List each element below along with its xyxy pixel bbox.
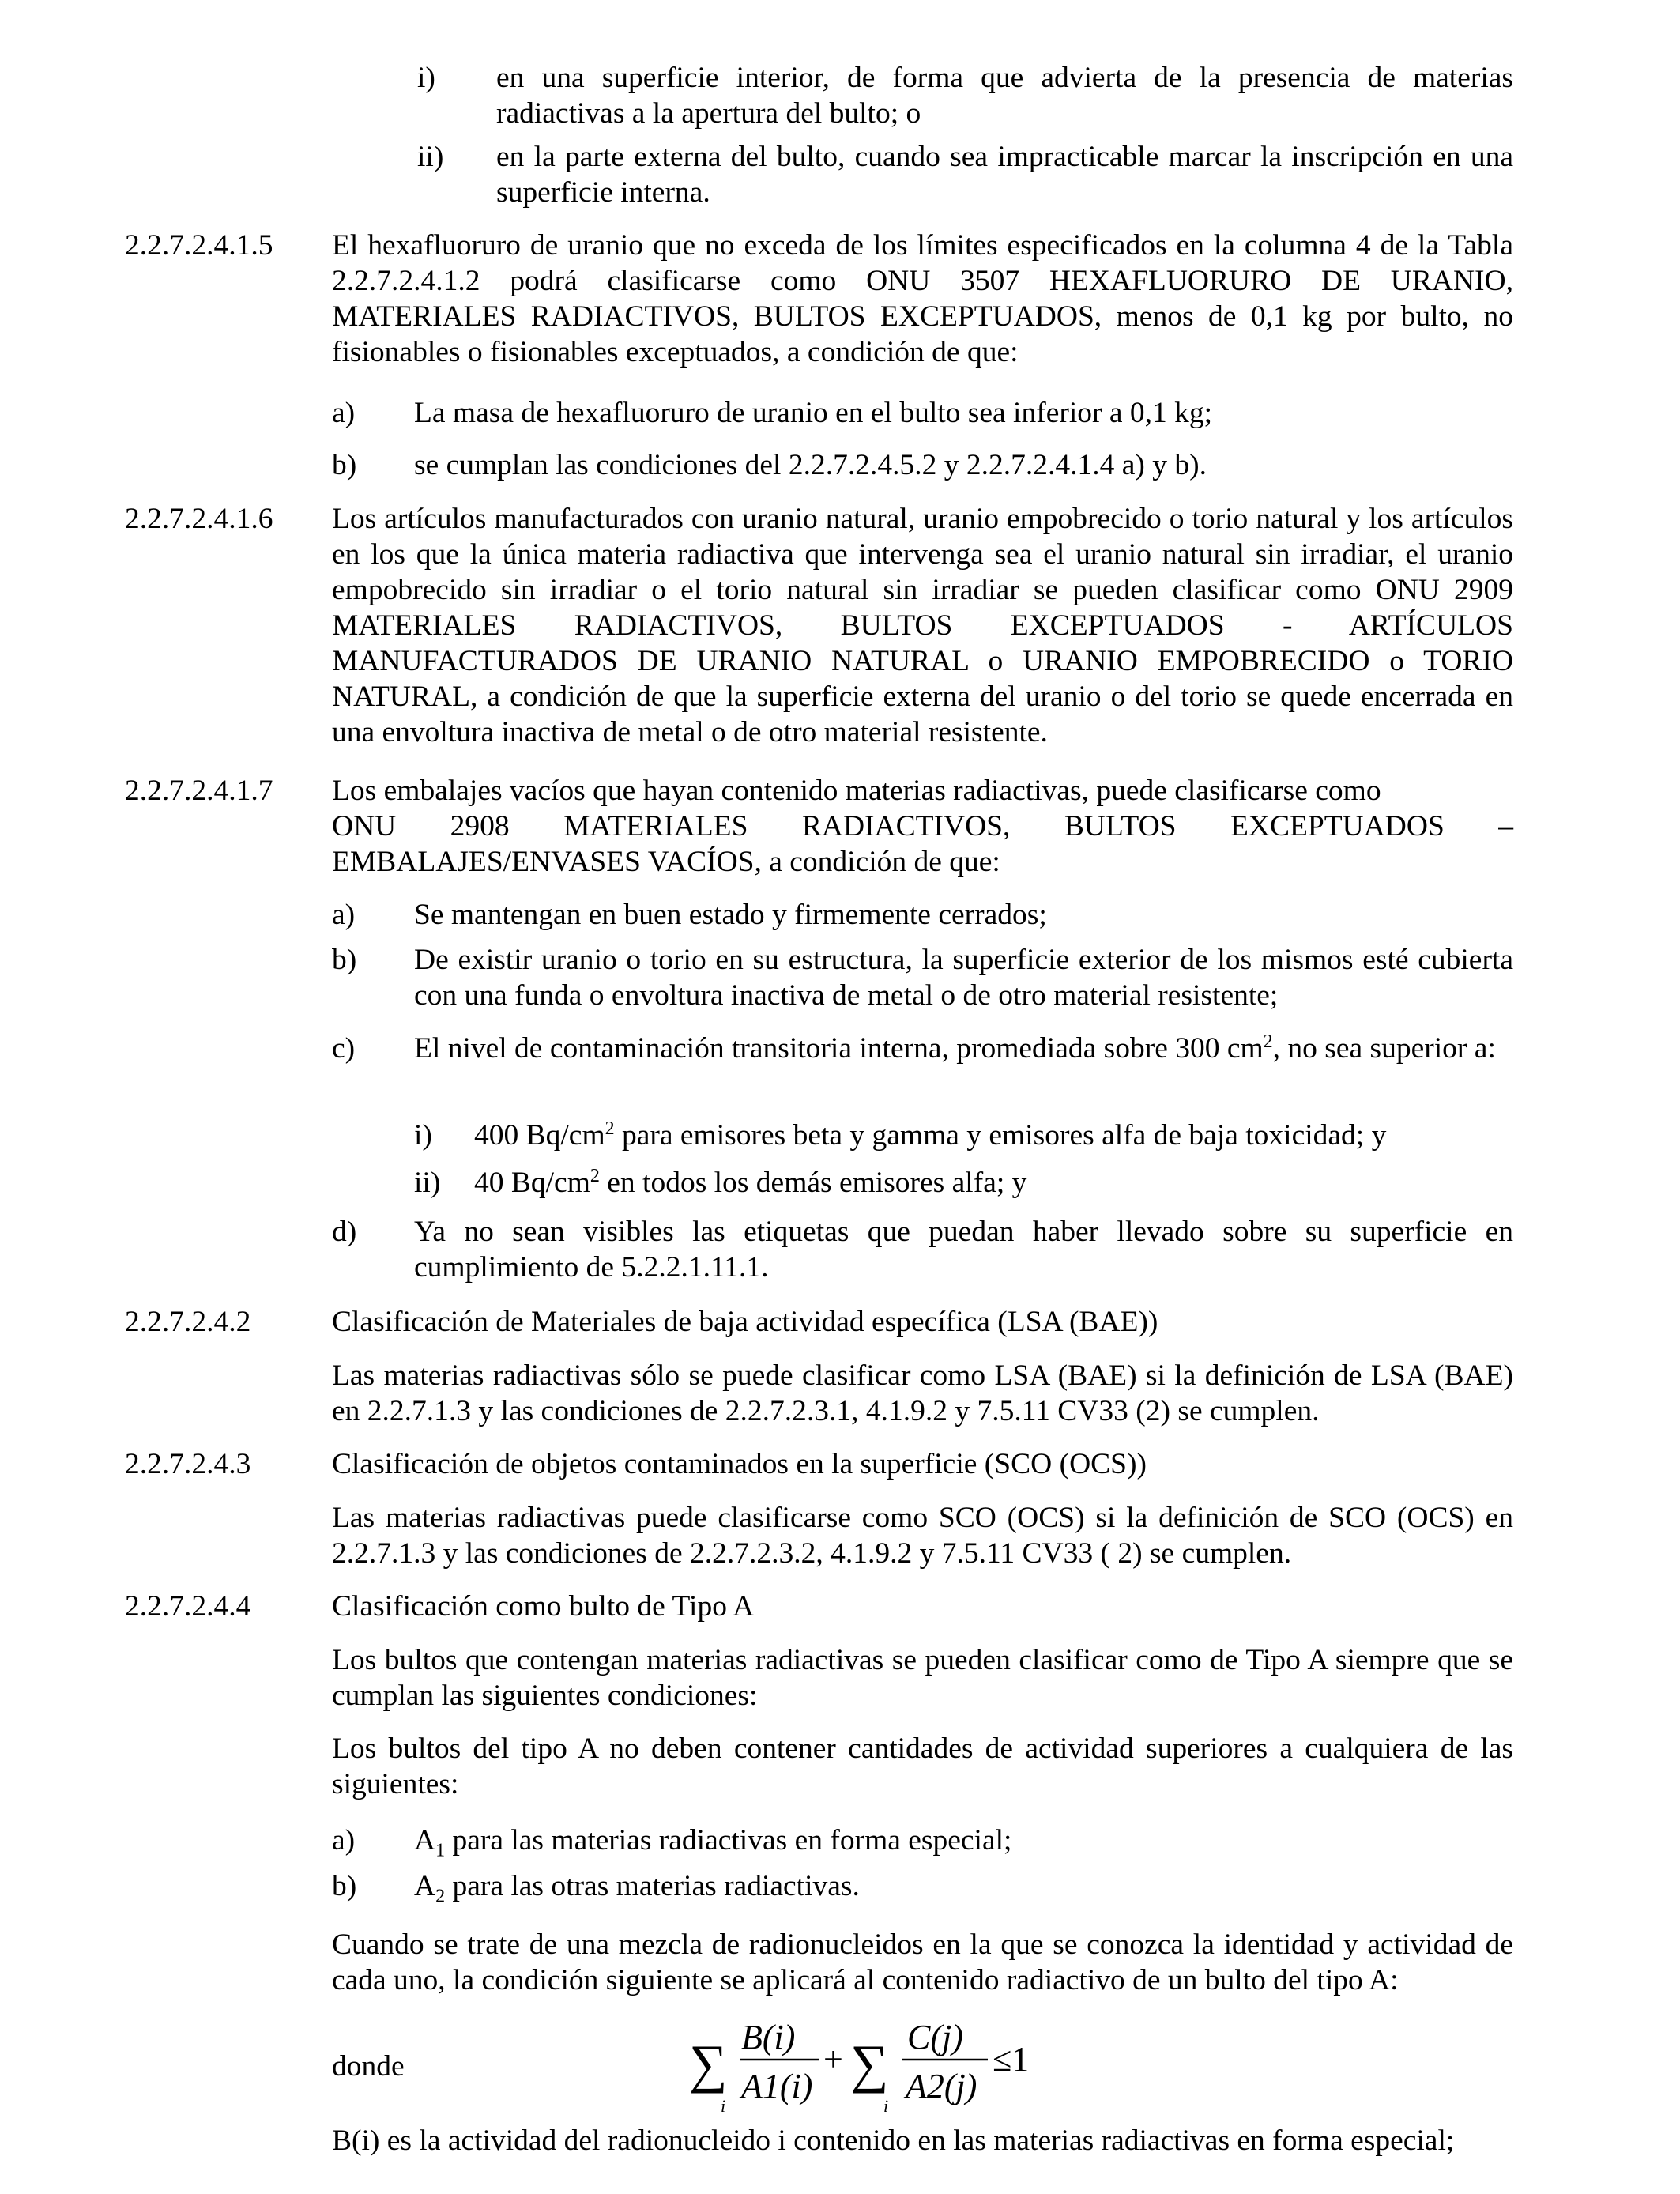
section-paragraph: Las materias radiactivas puede clasificarse como SCO (OCS) si la definición de SCO (OCS) en 2.2.7.1.3 y las condiciones de 2.2.7.2.3.2, 4.1.9.2 y 7.5.11 CV33 ( 2) se cumplen.	[332, 1502, 1513, 1570]
denominator-a1: A1(i)	[741, 2067, 813, 2105]
paragraph-line: Los embalajes vacíos que hayan contenido materias radiactivas, puede clasificarse como	[332, 775, 1381, 807]
section-heading: Clasificación de objetos contaminados en la superficie (SCO (OCS))	[332, 1448, 1147, 1480]
sum-index: i	[721, 2096, 726, 2116]
section-paragraph	[332, 773, 1513, 880]
sum-symbol: ∑	[689, 2034, 728, 2094]
list-marker: i)	[417, 62, 435, 94]
section-heading: Clasificación como bulto de Tipo A	[332, 1590, 755, 1623]
list-marker: b)	[332, 449, 357, 481]
sublist-marker: i)	[414, 1119, 432, 1152]
paragraph-line: ONU 2908 MATERIALES RADIACTIVOS, BULTOS EXCEPTUADOS –	[332, 810, 1513, 843]
section-number: 2.2.7.2.4.4	[125, 1590, 251, 1623]
relation: ≤1	[993, 2040, 1030, 2079]
list-marker: c)	[332, 1032, 356, 1065]
list-item-text: La masa de hexafluoruro de uranio en el bulto sea inferior a 0,1 kg;	[414, 397, 1213, 429]
section-paragraph: Los artículos manufacturados con uranio natural, uranio empobrecido o torio natural y los artículos en los que la única materia radiactiva que intervenga sea el uranio natural sin irradiar, el uranio empobrecido sin irradiar o el torio natural sin irradiar se pueden clasificar como ONU 2909 MATERIALES RADIACTIVOS, BULTOS EXCEPTUADOS - ARTÍCULOS MANUFACTURADOS DE URANIO NATURAL o URANIO EMPOBRECIDO o TORIO NATURAL, a condición de que la superficie externa del uranio o del torio se quede encerrada en una envoltura inactiva de metal o de otro material resistente.	[332, 503, 1513, 748]
sum-symbol: ∑	[850, 2034, 889, 2094]
section-paragraph: El hexafluoruro de uranio que no exceda de los límites especificados en la columna 4 de la Tabla 2.2.7.2.4.1.2 podrá clasificarse como ONU 3507 HEXAFLUORURO DE URANIO, MATERIALES RADIACTIVOS, BULTOS EXCEPTUADOS, menos de 0,1 kg por bulto, no fisionables o fisionables exceptuados, a condición de que:	[332, 229, 1513, 368]
plus-sign: +	[823, 2040, 843, 2079]
formula-svg	[689, 2014, 1037, 2117]
paragraph-line: EMBALAJES/ENVASES VACÍOS, a condición de que:	[332, 846, 1000, 878]
section-number: 2.2.7.2.4.3	[125, 1448, 251, 1480]
list-item-text: De existir uranio o torio en su estructura, la superficie exterior de los mismos esté cubierta con una funda o envoltura inactiva de metal o de otro material resistente;	[414, 944, 1513, 1012]
numerator-c: C(j)	[907, 2018, 963, 2056]
list-marker: a)	[332, 1824, 356, 1857]
section-heading: Clasificación de Materiales de baja actividad específica (LSA (BAE))	[332, 1306, 1158, 1338]
sublist-item-text: 40 $Bq/cm^2$ en todos los demás emisores alfa; y	[474, 1166, 1027, 1199]
section-number: 2.2.7.2.4.2	[125, 1306, 251, 1338]
sublist-item-text: 400 $Bq/cm^2$ para emisores beta y gamma y emisores alfa de baja toxicidad; y	[474, 1118, 1387, 1152]
sublist-marker: ii)	[414, 1167, 441, 1199]
section-paragraph: Los bultos del tipo A no deben contener cantidades de actividad superiores a cualquiera de las siguientes:	[332, 1732, 1513, 1800]
sum-index: i	[883, 2096, 889, 2116]
section-number: 2.2.7.2.4.1.6	[125, 503, 273, 535]
list-marker: ii)	[417, 141, 444, 173]
list-item-text: en una superficie interior, de forma que advierta de la presencia de materias radiactivas a la apertura del bulto; o	[496, 62, 1513, 130]
section-number: 2.2.7.2.4.1.5	[125, 229, 273, 262]
list-marker: a)	[332, 899, 356, 931]
list-item-text: Se mantengan en buen estado y firmemente cerrados;	[414, 899, 1047, 931]
list-marker: a)	[332, 397, 356, 429]
list-marker: d)	[332, 1216, 357, 1248]
numerator-b: B(i)	[741, 2018, 796, 2056]
list-marker: b)	[332, 944, 357, 976]
list-item-text: en la parte externa del bulto, cuando sea impracticable marcar la inscripción en una superficie interna.	[496, 141, 1513, 209]
denominator-a2: A2(j)	[906, 2067, 977, 2105]
activity-sum-formula	[689, 2014, 1037, 2117]
list-item-text: $A_2$ para las otras materias radiactivas.	[414, 1870, 860, 1907]
section-paragraph: Cuando se trate de una mezcla de radionucleidos en la que se conozca la identidad y actividad de cada uno, la condición siguiente se aplicará al contenido radiactivo de un bulto del tipo A:	[332, 1928, 1513, 1996]
section-paragraph: Las materias radiactivas sólo se puede clasificar como LSA (BAE) si la definición de LSA (BAE) en 2.2.7.1.3 y las condiciones de 2.2.7.2.3.1, 4.1.9.2 y 7.5.11 CV33 (2) se cumplen.	[332, 1359, 1513, 1427]
list-marker: b)	[332, 1870, 357, 1902]
list-item-text: Ya no sean visibles las etiquetas que puedan haber llevado sobre su superficie en cumplimiento de 5.2.2.1.11.1.	[414, 1216, 1513, 1284]
list-item-text: $A_1$ para las materias radiactivas en forma especial;	[414, 1824, 1012, 1861]
list-item-text: se cumplan las condiciones del 2.2.7.2.4.5.2 y 2.2.7.2.4.1.4 a) y b).	[414, 449, 1207, 481]
section-paragraph: B(i) es la actividad del radionucleido i contenido en las materias radiactivas en forma especial;	[332, 2124, 1455, 2157]
section-number: 2.2.7.2.4.1.7	[125, 775, 273, 807]
section-paragraph: Los bultos que contengan materias radiactivas se pueden clasificar como de Tipo A siempre que se cumplan las siguientes condiciones:	[332, 1644, 1513, 1712]
donde-label: donde	[332, 2050, 405, 2083]
list-item-text: El nivel de contaminación transitoria interna, promediada sobre 300 $cm^2$, no sea superior a:	[414, 1031, 1496, 1065]
